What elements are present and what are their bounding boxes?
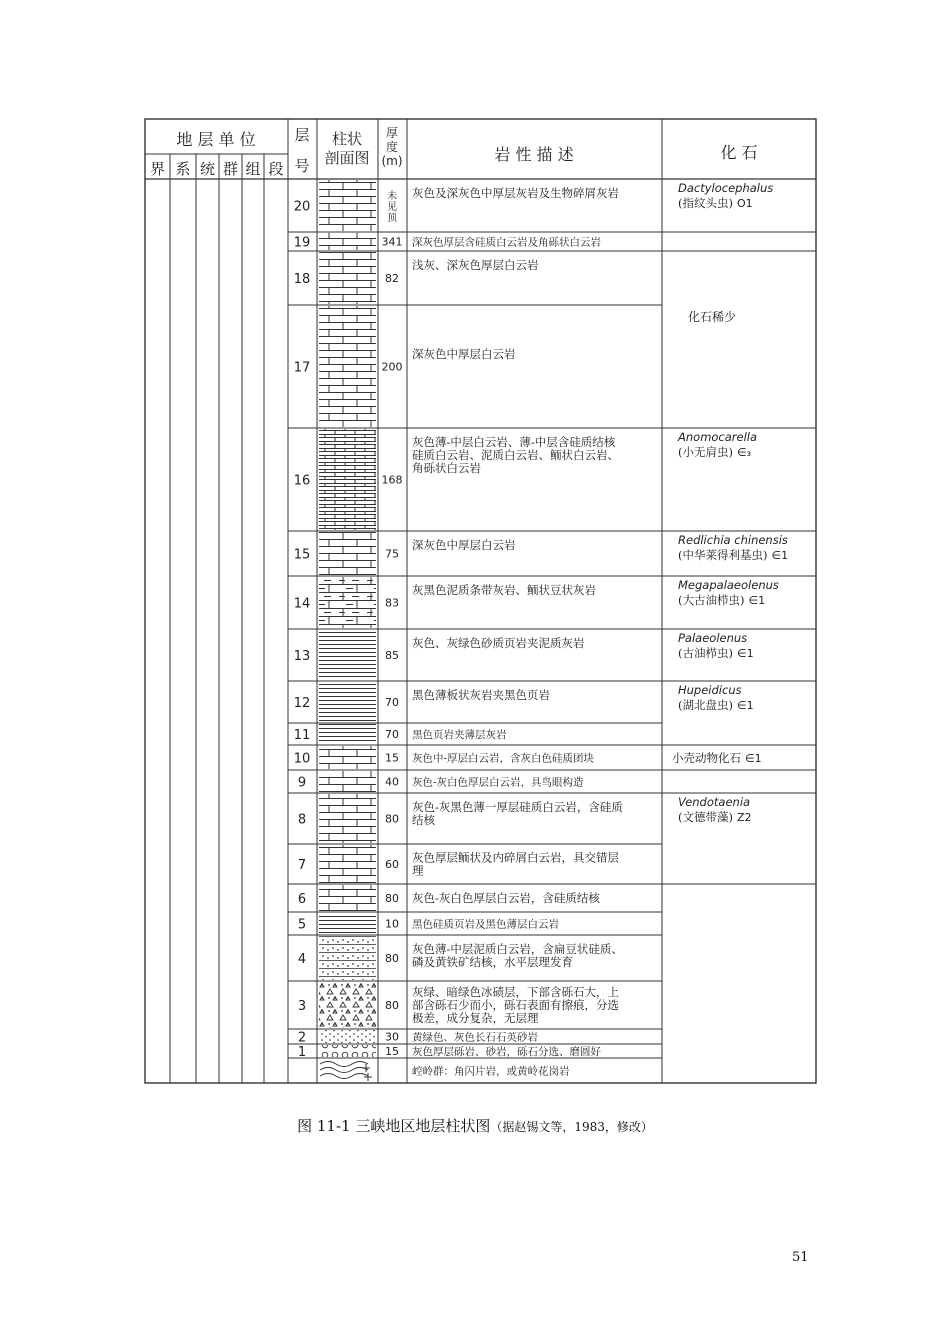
lithology-pattern-layer-5 [319, 913, 376, 934]
lithology-pattern-layer-2 [319, 1030, 376, 1043]
lithology-pattern-layer-1 [319, 1045, 376, 1057]
layer-description: 灰黑色泥质条带灰岩、鲕状豆状灰岩 [412, 583, 596, 597]
thickness-header-3: (m) [381, 154, 403, 168]
layer-thickness-char: 见 [387, 202, 397, 213]
fossil-chinese-name: (小无肩虫) [678, 445, 733, 459]
layer-description: 黑色薄板状灰岩夹黑色页岩 [412, 688, 550, 702]
fossil-age: ∈1 [736, 647, 754, 660]
layer-thickness: 60 [385, 858, 399, 871]
layer-description: 深灰色中厚层白云岩 [412, 347, 516, 361]
layer-number: 13 [293, 649, 311, 664]
layer-description: 角砾状白云岩 [412, 461, 481, 475]
unit-header-0: 界 [149, 160, 166, 178]
layer-number: 9 [297, 775, 307, 791]
lithology-pattern-layer-11 [319, 724, 376, 744]
layer-number-header-2: 号 [294, 157, 310, 175]
layer-number: 8 [297, 812, 307, 828]
layer-thickness: 75 [385, 547, 399, 561]
layer-thickness-char: 顶 [387, 213, 397, 224]
lithology-pattern-layer-7 [319, 845, 376, 883]
fossil-chinese-name: (指纹头虫) [678, 196, 733, 210]
lithology-pattern-layer-8 [319, 794, 376, 843]
layer-description: 极差，成分复杂，无层理 [412, 1011, 539, 1025]
layer-number: 16 [293, 473, 311, 489]
layer-thickness: 341 [381, 235, 403, 249]
layer-number: 14 [293, 596, 311, 612]
layer-description: 灰色厚层鲕状及内碎屑白云岩，具交错层 [412, 850, 619, 865]
thickness-header-2: 度 [385, 140, 399, 154]
layer-number: 1 [297, 1045, 307, 1060]
unit-group-header: 地 层 单 位 [176, 130, 256, 149]
unit-header-5: 段 [268, 160, 284, 178]
layer-number: 17 [293, 360, 311, 376]
layer-number: 19 [293, 235, 311, 251]
unit-header-4: 组 [245, 160, 261, 178]
layer-description: 灰色-灰黑色薄一厚层硅质白云岩，含硅质 [412, 800, 623, 814]
layer-number: 20 [293, 199, 311, 215]
fossil-latin-name: Megapalaeolenus [678, 578, 779, 592]
lithology-pattern-layer-14 [319, 577, 376, 628]
fossil-chinese-name: (大古油栉虫) [678, 593, 745, 607]
layer-thickness: 80 [385, 812, 399, 826]
fossil-age: ∈₃ [736, 446, 751, 459]
layer-number: 11 [293, 728, 311, 743]
layer-thickness: 10 [385, 917, 399, 931]
layer-number: 4 [297, 952, 307, 967]
layer-number: 18 [293, 272, 311, 287]
fossil-age: ∈1 [736, 699, 754, 712]
layer-number: 15 [293, 547, 311, 563]
layer-description: 灰绿、暗绿色冰碛层，下部含砾石大，上 [412, 985, 619, 999]
layer-thickness: 80 [385, 999, 399, 1012]
thickness-header: 厚 [385, 126, 399, 140]
layer-thickness: 70 [385, 728, 399, 741]
lithology-header: 岩 性 描 述 [494, 145, 574, 164]
layer-description: 磷及黄铁矿结核，水平层理发育 [412, 955, 573, 969]
layer-description: 结核 [412, 813, 435, 827]
layer-description: 灰色薄-中层泥质白云岩，含扁豆状硅质、 [412, 942, 623, 956]
fossil-chinese-name: (中华莱得利基虫) [678, 548, 768, 562]
fossil-latin-name: Anomocarella [678, 430, 758, 444]
layer-description: 灰色及深灰色中厚层灰岩及生物碎屑灰岩 [412, 186, 619, 200]
layer-number: 3 [297, 999, 307, 1014]
layer-description: 黑色硅质页岩及黑色薄层白云岩 [412, 918, 559, 931]
fossil-age: ∈1 [771, 549, 789, 562]
layer-thickness: 15 [385, 1045, 399, 1058]
layer-number: 7 [297, 858, 307, 873]
layer-number: 6 [297, 892, 307, 907]
lithology-pattern-layer-13 [319, 630, 376, 680]
layer-number: 12 [293, 696, 311, 711]
unit-header-1: 系 [175, 160, 191, 178]
fossil-latin-name: Palaeolenus [678, 631, 748, 645]
layer-description: 崆岭群：角闪片岩，或黄岭花岗岩 [412, 1065, 570, 1078]
fossil-latin-name: Vendotaenia [678, 795, 751, 809]
fossil-latin-name: Hupeidicus [678, 683, 742, 697]
lithology-pattern-layer-10 [319, 746, 376, 769]
layer-thickness: 85 [385, 649, 399, 662]
layer-thickness: 168 [381, 473, 403, 487]
layer-thickness: 82 [385, 272, 399, 285]
fossil-age: ∈1 [745, 752, 762, 765]
basement-pattern [320, 1062, 372, 1082]
layer-thickness: 80 [385, 952, 399, 965]
column-header: 柱状 [331, 130, 363, 148]
fossil-chinese-name: (文德带藻) [678, 810, 733, 824]
lithology-pattern-layer-15 [319, 532, 376, 575]
lithology-pattern-layer-20 [319, 180, 376, 231]
lithology-pattern-layer-9 [319, 771, 376, 792]
fossil-latin-name: Dactylocephalus [678, 181, 774, 195]
fossil-chinese-name: (古油栉虫) [678, 646, 733, 660]
layer-description: 灰色厚层砾岩、砂岩，砾石分选、磨圆好 [412, 1046, 601, 1058]
layer-description: 理 [412, 863, 424, 878]
fossil-latin-name: Redlichia chinensis [678, 533, 788, 547]
layer-description: 硅质白云岩、泥质白云岩、鲕状白云岩、 [412, 448, 619, 462]
lithology-pattern-layer-12 [319, 682, 376, 722]
lithology-pattern-layer-17 [319, 306, 376, 427]
unit-header-3: 群 [222, 160, 239, 178]
layer-description: 灰色薄-中层白云岩、薄-中层含硅质结核 [412, 435, 616, 449]
lithology-pattern-layer-3 [319, 982, 376, 1028]
lithology-pattern-layer-18 [319, 252, 376, 304]
caption-note: （据赵锡文等，1983，修改） [490, 1120, 653, 1134]
layer-thickness: 200 [381, 360, 403, 374]
layer-thickness: 15 [385, 751, 399, 765]
layer-thickness: 70 [385, 696, 399, 709]
page-number: 51 [792, 1250, 809, 1265]
fossil-note: 小壳动物化石 [672, 751, 741, 765]
layer-description: 浅灰、深灰色厚层白云岩 [412, 258, 539, 272]
layer-description: 深灰色中厚层白云岩 [412, 538, 516, 552]
fossil-age: Z2 [736, 811, 752, 824]
layer-description: 深灰色厚层含硅质白云岩及角砾状白云岩 [412, 236, 601, 249]
layer-thickness: 83 [385, 596, 399, 610]
fossil-note: 化石稀少 [688, 310, 737, 324]
fossil-age: ∈1 [748, 594, 766, 607]
layer-description: 灰色-灰白色厚层白云岩，具鸟眼构造 [412, 776, 584, 789]
lithology-pattern-layer-4 [319, 936, 376, 980]
layer-number: 2 [297, 1030, 307, 1046]
layer-description: 灰色-灰白色厚层白云岩，含硅质结核 [412, 891, 600, 905]
lithology-pattern-layer-19 [319, 233, 376, 250]
layer-thickness-char: 未 [387, 191, 397, 202]
layer-thickness: 30 [385, 1030, 399, 1044]
fossil-chinese-name: (湖北盘虫) [678, 698, 733, 712]
layer-number: 5 [297, 917, 307, 933]
unit-header-2: 统 [199, 160, 216, 178]
fossil-header: 化 石 [720, 143, 758, 162]
layer-description: 灰色、灰绿色砂质页岩夹泥质灰岩 [412, 636, 585, 650]
fossil-age: O1 [736, 197, 753, 210]
layer-description: 灰色中-厚层白云岩，含灰白色硅质团块 [412, 752, 595, 765]
figure-caption [0, 1115, 950, 1136]
layer-number-header: 层 [294, 126, 310, 144]
layer-description: 黄绿色、灰色长石石英砂岩 [412, 1031, 538, 1044]
layer-description: 黑色页岩夹薄层灰岩 [412, 729, 507, 741]
layer-thickness: 80 [385, 892, 399, 905]
layer-number: 10 [293, 751, 311, 767]
lithology-pattern-layer-16 [319, 429, 376, 530]
column-header-2: 剖面图 [324, 149, 370, 167]
lithology-pattern-layer-6 [319, 885, 376, 911]
layer-thickness: 40 [385, 775, 399, 789]
caption-main: 图 11-1 三峡地区地层柱状图 [297, 1117, 491, 1135]
layer-description: 部含砾石少而小，砾石表面有擦痕，分选 [412, 998, 619, 1012]
